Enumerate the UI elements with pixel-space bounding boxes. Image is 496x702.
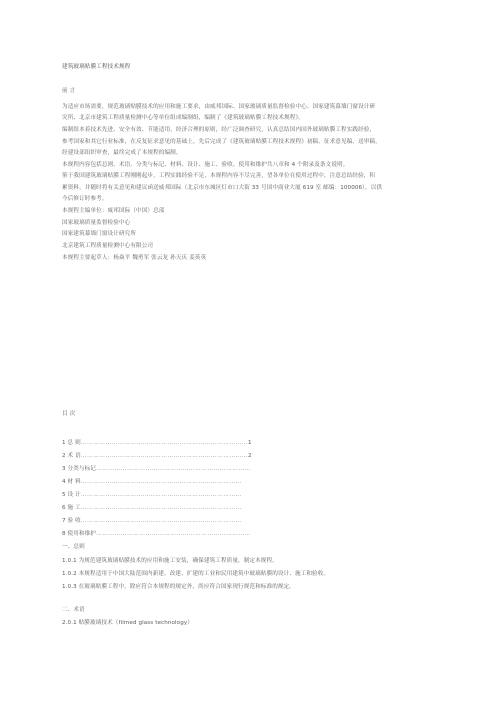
toc-entry[interactable] xyxy=(62,478,242,486)
preface-line: 编制组本着技术先进、安全有效、节能适用、经济合理的原则，经广泛调查研究，认真总结国内国外玻璃贴膜工程实践经验， xyxy=(62,127,376,133)
clause-item: 1.0.3 在玻璃贴膜工程中，除应符合本规程的规定外，尚应符合国家现行规范和标准的规定。 xyxy=(62,584,295,590)
toc-heading: 目 次 xyxy=(62,411,76,417)
preface-line: 累资料，并随时将有关意见和建议函送威邦国际（北京市东城区灯市口大街 33 号国中商业大厦 619 室 邮编：100006），以供 xyxy=(62,185,383,191)
preface-line: 参考国家和其它行业标准，在反复征求意见的基础上，先后完成了《建筑玻璃贴膜工程技术规程》初稿、征求意见稿、送审稿， xyxy=(62,139,381,145)
toc-entry-label: 2 术 语 xyxy=(62,453,81,459)
toc-entry[interactable] xyxy=(62,504,242,512)
toc-entry-label: 8 使用和维护 xyxy=(62,531,97,537)
preface-line: 本规程主要起草人：杨焱平 魏勇军 张云龙 孙天庆 姜英英 xyxy=(62,255,207,261)
toc-entry-page: 1 xyxy=(248,440,252,446)
toc-leader-dots: ………………………………………………………………… xyxy=(96,466,251,472)
toc-entry-label: 5 设 计 xyxy=(62,492,81,498)
section-2-heading: 二、术语 xyxy=(62,607,85,613)
document-title: 建筑玻璃贴膜工程技术规程 xyxy=(62,64,131,70)
preface-line: 为适应市场需要，规范玻璃贴膜技术的应用和施工要求，由威邦国际、国家玻璃质量监督检验中心、国家建筑幕墙门窗设计研 xyxy=(62,104,376,110)
toc-entry-label: 7 验 收 xyxy=(62,518,81,524)
toc-entry-label: 6 施 工 xyxy=(62,505,81,511)
toc-leader-dots: …………………………………………………………………… xyxy=(80,479,242,485)
preface-line: 今后修订时参考。 xyxy=(62,196,108,202)
toc-entry-page: 2 xyxy=(248,453,252,459)
toc-entry[interactable] xyxy=(62,465,251,473)
toc-leader-dots: …………………………………………………………………… xyxy=(80,505,242,511)
toc-entry[interactable] xyxy=(62,517,242,525)
clause-item: 2.0.1 贴膜玻璃技术（filmed glass technology） xyxy=(62,620,193,626)
toc-leader-dots: ……………………………………………………………………… xyxy=(80,453,249,459)
toc-entry[interactable] xyxy=(62,452,252,460)
toc-entry-label: 1 总 则 xyxy=(62,440,81,446)
toc-leader-dots: ………………………………………………………………… xyxy=(96,531,251,537)
preface-line: 鉴于我国建筑玻璃贴膜工程刚刚起步，工程实践经验不足，本规程内容不尽完善，望各单位在使用过程中，注意总结经验，积 xyxy=(62,173,376,179)
toc-leader-dots: ……………………………………………………………………… xyxy=(80,440,249,446)
preface-line: 本规程内容包括总则、术语、分类与标记、材料、设计、施工、验收、使用和维护共八章和 4 个附录及条文说明。 xyxy=(62,162,349,168)
preface-line: 北京建筑工程质量检测中心有限公司 xyxy=(62,243,154,249)
preface-line: 国家玻璃质量监督检验中心 xyxy=(62,220,131,226)
preface-line: 本规程主编单位：威邦国际（中国）总部 xyxy=(62,208,165,214)
section-1-heading: 一、总则 xyxy=(62,544,85,550)
toc-entry[interactable] xyxy=(62,439,252,447)
toc-entry[interactable] xyxy=(62,491,242,499)
toc-entry[interactable] xyxy=(62,530,251,538)
toc-leader-dots: …………………………………………………………………… xyxy=(80,492,242,498)
toc-leader-dots: …………………………………………………………………… xyxy=(80,518,242,524)
preface-line: 究所、北京市建筑工程质量检测中心等单位组成编制组，编制了《建筑玻璃贴膜工程技术规程》。 xyxy=(62,115,305,121)
preface-line: 国家建筑幕墙门窗设计研究所 xyxy=(62,231,137,237)
preface-heading: 前 言 xyxy=(62,88,76,94)
toc-entry-label: 4 材 料 xyxy=(62,479,81,485)
clause-item: 1.0.2 本规程适用于中国大陆范围内新建、改建、扩建的工业和民用建筑中玻璃贴膜的设计、施工和验收。 xyxy=(62,571,330,577)
toc-entry-label: 3 分类与标记 xyxy=(62,466,97,472)
preface-line: 经建设部组织审查，最终完成了本规程的编制。 xyxy=(62,150,182,156)
clause-item: 1.0.1 为规范建筑玻璃贴膜技术的应用和施工安装，确保建筑工程质量，制定本规程。 xyxy=(62,558,278,564)
